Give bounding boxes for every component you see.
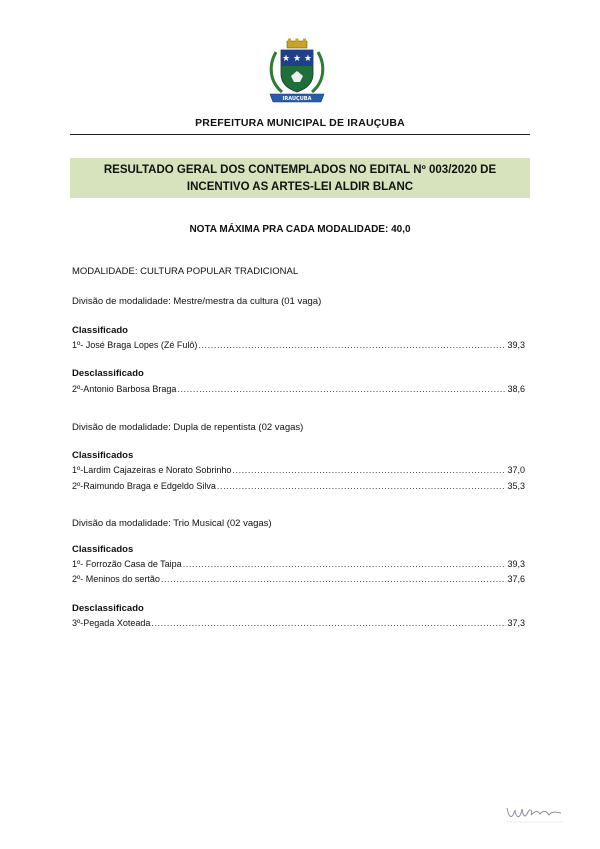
banner-line-1: RESULTADO GERAL DOS CONTEMPLADOS NO EDITAL Nº 003/2020 DE	[103, 164, 497, 176]
entry-score: 39,3	[507, 340, 525, 350]
handwritten-signature	[503, 798, 565, 826]
entry-name: 1º-Lardim Cajazeiras e Norato Sobrinho	[72, 465, 232, 475]
entry-score: 37,3	[507, 618, 525, 628]
crown-icon	[287, 39, 307, 49]
entry-score: 35,3	[507, 481, 525, 491]
dot-leader	[232, 465, 506, 475]
dot-leader	[161, 574, 507, 584]
laurel-right-icon	[312, 52, 323, 92]
entry-name: 1º- Forrozão Casa de Taipa	[72, 559, 182, 569]
entry-name: 2º-Antonio Barbosa Braga	[72, 384, 177, 394]
division-title: Divisão da modalidade: Trio Musical (02 vagas)	[72, 518, 272, 529]
municipal-coat-of-arms	[266, 38, 328, 106]
result-entry	[72, 481, 525, 491]
shield-icon	[281, 50, 313, 92]
modality-title: MODALIDADE: CULTURA POPULAR TRADICIONAL	[72, 266, 299, 277]
result-entry	[72, 559, 525, 569]
dot-leader	[151, 618, 506, 628]
dot-leader	[217, 481, 507, 491]
entry-name: 2º- Meninos do sertão	[72, 574, 160, 584]
page-header-title: PREFEITURA MUNICIPAL DE IRAUÇUBA	[195, 117, 405, 129]
dot-leader	[183, 559, 507, 569]
division-title: Divisão de modalidade: Mestre/mestra da cultura (01 vaga)	[72, 296, 322, 307]
result-entry	[72, 618, 525, 628]
entry-name: 3º-Pegada Xoteada	[72, 618, 151, 628]
laurel-left-icon	[271, 52, 282, 92]
banner-line-2: INCENTIVO AS ARTES-LEI ALDIR BLANC	[186, 181, 414, 193]
division-title: Divisão de modalidade: Dupla de repentista (02 vagas)	[72, 422, 304, 433]
dot-leader	[177, 384, 506, 394]
result-entry	[72, 340, 525, 350]
group-label: Classificado	[72, 325, 128, 336]
result-entry	[72, 574, 525, 584]
entry-score: 37,6	[507, 574, 525, 584]
entry-score: 38,6	[507, 384, 525, 394]
result-entry	[72, 465, 525, 475]
group-label: Classificados	[72, 450, 134, 461]
logo-ribbon-text: IRAUÇUBA	[282, 96, 312, 102]
entry-score: 39,3	[507, 559, 525, 569]
group-label: Desclassificado	[72, 368, 144, 379]
entry-name: 1º- José Braga Lopes (Zé Fulô)	[72, 340, 198, 350]
entry-score: 37,0	[507, 465, 525, 475]
svg-text:★ ★ ★: ★ ★ ★	[282, 54, 312, 64]
header-divider	[70, 134, 530, 135]
group-label: Classificados	[72, 544, 134, 555]
result-banner	[70, 158, 530, 198]
group-label: Desclassificado	[72, 603, 144, 614]
dot-leader	[198, 340, 506, 350]
result-entry	[72, 384, 525, 394]
entry-name: 2º-Raimundo Braga e Edgeldo Silva	[72, 481, 216, 491]
max-score-note: NOTA MÁXIMA PRA CADA MODALIDADE: 40,0	[189, 224, 411, 235]
